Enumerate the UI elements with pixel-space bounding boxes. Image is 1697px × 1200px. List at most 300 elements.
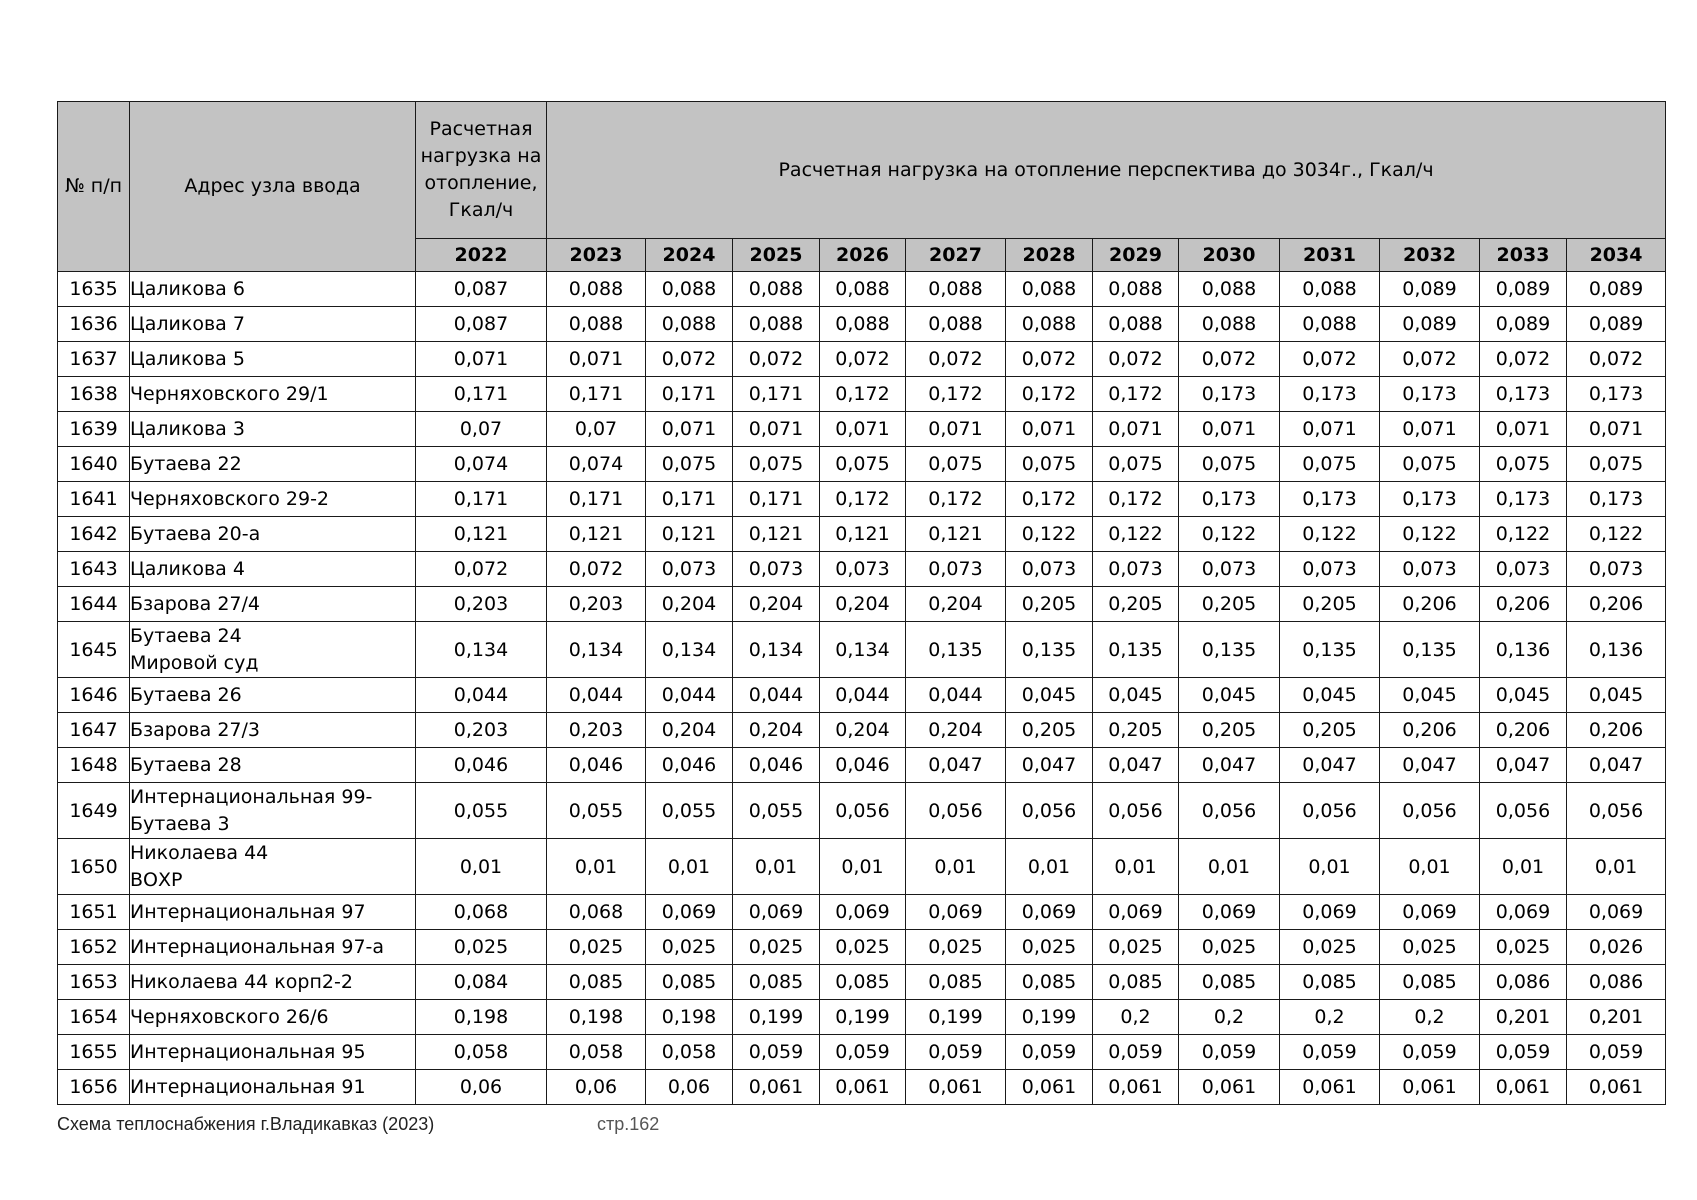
- year-header: 2023: [547, 239, 646, 272]
- load-value-cell: 0,173: [1567, 377, 1666, 412]
- heat-load-table: [57, 101, 1666, 1105]
- address-line: Бутаева 28: [130, 753, 242, 776]
- load-value-cell: 0,061: [1480, 1070, 1567, 1105]
- load-value-cell: 0,089: [1480, 272, 1567, 307]
- address-cell: [130, 272, 416, 307]
- load-value-cell: 0,025: [1380, 930, 1480, 965]
- table-row: [58, 272, 1666, 307]
- load-value-cell: 0,2: [1093, 1000, 1179, 1035]
- load-value-cell: 0,056: [1380, 783, 1480, 839]
- table-row: [58, 713, 1666, 748]
- load-value-cell: 0,088: [733, 307, 820, 342]
- row-number: 1647: [58, 713, 130, 748]
- load-value-cell: 0,025: [820, 930, 906, 965]
- load-value-cell: 0,173: [1480, 482, 1567, 517]
- table-row: [58, 1035, 1666, 1070]
- address-cell: [130, 678, 416, 713]
- load-value-cell: 0,069: [646, 895, 733, 930]
- load-value-cell: 0,073: [1006, 552, 1093, 587]
- load-value-cell: 0,088: [906, 272, 1006, 307]
- load-value-cell: 0,072: [646, 342, 733, 377]
- load-value-cell: 0,044: [733, 678, 820, 713]
- load-value-cell: 0,074: [416, 447, 547, 482]
- address-line: Интернациональная 97: [130, 900, 366, 923]
- load-value-cell: 0,173: [1480, 377, 1567, 412]
- load-value-cell: 0,071: [1480, 412, 1567, 447]
- load-value-cell: 0,134: [416, 622, 547, 678]
- load-value-cell: 0,072: [1480, 342, 1567, 377]
- load-value-cell: 0,01: [1093, 839, 1179, 895]
- load-value-cell: 0,074: [547, 447, 646, 482]
- load-value-cell: 0,088: [547, 307, 646, 342]
- load-value-cell: 0,073: [1480, 552, 1567, 587]
- address-line: Николаева 44 корп2-2: [130, 970, 353, 993]
- load-value-cell: 0,047: [1380, 748, 1480, 783]
- address-cell: [130, 552, 416, 587]
- address-cell: [130, 412, 416, 447]
- load-value-cell: 0,122: [1480, 517, 1567, 552]
- load-value-cell: 0,085: [646, 965, 733, 1000]
- load-value-cell: 0,089: [1380, 272, 1480, 307]
- address-cell: [130, 965, 416, 1000]
- load-value-cell: 0,089: [1480, 307, 1567, 342]
- load-value-cell: 0,075: [1280, 447, 1380, 482]
- row-number: 1641: [58, 482, 130, 517]
- table-row: [58, 1000, 1666, 1035]
- load-value-cell: 0,069: [1380, 895, 1480, 930]
- load-value-cell: 0,075: [1006, 447, 1093, 482]
- address-line: Бутаева 3: [130, 812, 230, 835]
- address-line: Интернациональная 97-а: [130, 935, 385, 958]
- load-value-cell: 0,085: [1380, 965, 1480, 1000]
- load-value-cell: 0,172: [906, 377, 1006, 412]
- load-value-cell: 0,085: [1093, 965, 1179, 1000]
- load-value-cell: 0,075: [1093, 447, 1179, 482]
- load-value-cell: 0,072: [1280, 342, 1380, 377]
- load-value-cell: 0,01: [646, 839, 733, 895]
- load-value-cell: 0,069: [906, 895, 1006, 930]
- load-value-cell: 0,045: [1006, 678, 1093, 713]
- table-row: [58, 678, 1666, 713]
- load-value-cell: 0,204: [906, 587, 1006, 622]
- load-value-cell: 0,059: [1093, 1035, 1179, 1070]
- load-value-cell: 0,073: [1380, 552, 1480, 587]
- load-value-cell: 0,056: [1280, 783, 1380, 839]
- load-value-cell: 0,172: [906, 482, 1006, 517]
- load-value-cell: 0,088: [1006, 307, 1093, 342]
- load-value-cell: 0,088: [646, 272, 733, 307]
- address-cell: [130, 447, 416, 482]
- load-value-cell: 0,121: [820, 517, 906, 552]
- address-line: Интернациональная 99-: [130, 785, 373, 808]
- load-value-cell: 0,06: [547, 1070, 646, 1105]
- address-line: Бутаева 22: [130, 452, 242, 475]
- load-value-cell: 0,204: [906, 713, 1006, 748]
- load-value-cell: 0,205: [1280, 713, 1380, 748]
- load-value-cell: 0,059: [1006, 1035, 1093, 1070]
- year-header: 2029: [1093, 239, 1179, 272]
- load-value-cell: 0,204: [733, 587, 820, 622]
- table-row: [58, 895, 1666, 930]
- load-value-cell: 0,025: [416, 930, 547, 965]
- address-cell: [130, 783, 416, 839]
- load-value-cell: 0,046: [646, 748, 733, 783]
- table-row: [58, 748, 1666, 783]
- load-value-cell: 0,201: [1480, 1000, 1567, 1035]
- row-number: 1650: [58, 839, 130, 895]
- row-number: 1654: [58, 1000, 130, 1035]
- address-cell: [130, 895, 416, 930]
- load-value-cell: 0,085: [733, 965, 820, 1000]
- load-value-cell: 0,01: [820, 839, 906, 895]
- load-value-cell: 0,056: [906, 783, 1006, 839]
- table-row: [58, 412, 1666, 447]
- load-value-cell: 0,085: [547, 965, 646, 1000]
- load-value-cell: 0,088: [1179, 307, 1280, 342]
- row-number: 1651: [58, 895, 130, 930]
- load-value-cell: 0,072: [1179, 342, 1280, 377]
- table-body: [58, 272, 1666, 1105]
- load-value-cell: 0,121: [547, 517, 646, 552]
- load-value-cell: 0,073: [906, 552, 1006, 587]
- address-cell: [130, 517, 416, 552]
- load-value-cell: 0,071: [820, 412, 906, 447]
- load-value-cell: 0,06: [416, 1070, 547, 1105]
- load-value-cell: 0,071: [733, 412, 820, 447]
- load-value-cell: 0,061: [906, 1070, 1006, 1105]
- load-value-cell: 0,071: [1179, 412, 1280, 447]
- load-value-cell: 0,01: [1006, 839, 1093, 895]
- load-value-cell: 0,088: [1280, 307, 1380, 342]
- load-value-cell: 0,203: [416, 587, 547, 622]
- load-value-cell: 0,088: [906, 307, 1006, 342]
- row-number: 1655: [58, 1035, 130, 1070]
- load-value-cell: 0,047: [1006, 748, 1093, 783]
- load-value-cell: 0,072: [1380, 342, 1480, 377]
- load-value-cell: 0,134: [547, 622, 646, 678]
- load-value-cell: 0,01: [1380, 839, 1480, 895]
- load-value-cell: 0,059: [733, 1035, 820, 1070]
- load-value-cell: 0,045: [1480, 678, 1567, 713]
- load-value-cell: 0,061: [820, 1070, 906, 1105]
- row-number: 1656: [58, 1070, 130, 1105]
- load-value-cell: 0,072: [547, 552, 646, 587]
- load-value-cell: 0,075: [1380, 447, 1480, 482]
- load-value-cell: 0,061: [1179, 1070, 1280, 1105]
- load-value-cell: 0,075: [1179, 447, 1280, 482]
- load-value-cell: 0,058: [416, 1035, 547, 1070]
- load-value-cell: 0,199: [733, 1000, 820, 1035]
- load-value-cell: 0,045: [1380, 678, 1480, 713]
- load-value-cell: 0,025: [1480, 930, 1567, 965]
- load-value-cell: 0,044: [416, 678, 547, 713]
- load-value-cell: 0,069: [1567, 895, 1666, 930]
- load-value-cell: 0,172: [1006, 482, 1093, 517]
- address-line: Бзарова 27/3: [130, 718, 261, 741]
- load-value-cell: 0,061: [1093, 1070, 1179, 1105]
- load-value-cell: 0,199: [906, 1000, 1006, 1035]
- load-value-cell: 0,056: [1567, 783, 1666, 839]
- load-value-cell: 0,056: [1006, 783, 1093, 839]
- load-value-cell: 0,061: [1280, 1070, 1380, 1105]
- address-cell: [130, 342, 416, 377]
- load-value-cell: 0,204: [733, 713, 820, 748]
- load-value-cell: 0,046: [733, 748, 820, 783]
- load-value-cell: 0,085: [820, 965, 906, 1000]
- load-value-cell: 0,171: [416, 377, 547, 412]
- load-value-cell: 0,088: [1280, 272, 1380, 307]
- load-value-cell: 0,025: [1093, 930, 1179, 965]
- load-value-cell: 0,061: [1567, 1070, 1666, 1105]
- load-value-cell: 0,025: [547, 930, 646, 965]
- load-value-cell: 0,205: [1179, 713, 1280, 748]
- load-value-cell: 0,089: [1567, 272, 1666, 307]
- load-value-cell: 0,047: [1179, 748, 1280, 783]
- year-header: 2025: [733, 239, 820, 272]
- load-value-cell: 0,044: [646, 678, 733, 713]
- load-value-cell: 0,071: [1280, 412, 1380, 447]
- load-value-cell: 0,172: [1006, 377, 1093, 412]
- row-number: 1638: [58, 377, 130, 412]
- load-value-cell: 0,122: [1093, 517, 1179, 552]
- table-row: [58, 965, 1666, 1000]
- load-value-cell: 0,172: [1093, 377, 1179, 412]
- load-value-cell: 0,059: [1179, 1035, 1280, 1070]
- load-value-cell: 0,01: [1567, 839, 1666, 895]
- row-number: 1636: [58, 307, 130, 342]
- load-value-cell: 0,01: [547, 839, 646, 895]
- load-value-cell: 0,203: [547, 587, 646, 622]
- load-value-cell: 0,072: [1093, 342, 1179, 377]
- load-value-cell: 0,173: [1380, 377, 1480, 412]
- footer-page-number: стр.162: [597, 1114, 660, 1134]
- load-value-cell: 0,173: [1280, 377, 1380, 412]
- load-value-cell: 0,088: [733, 272, 820, 307]
- load-value-cell: 0,206: [1567, 587, 1666, 622]
- load-value-cell: 0,205: [1093, 587, 1179, 622]
- load-value-cell: 0,085: [1179, 965, 1280, 1000]
- load-value-cell: 0,071: [1380, 412, 1480, 447]
- year-header: 2024: [646, 239, 733, 272]
- load-value-cell: 0,056: [1179, 783, 1280, 839]
- load-value-cell: 0,073: [646, 552, 733, 587]
- address-cell: [130, 1000, 416, 1035]
- load-value-cell: 0,204: [646, 713, 733, 748]
- load-value-cell: 0,055: [733, 783, 820, 839]
- load-value-cell: 0,047: [1093, 748, 1179, 783]
- header-num: № п/п: [58, 102, 130, 272]
- load-value-cell: 0,171: [646, 377, 733, 412]
- load-value-cell: 0,061: [733, 1070, 820, 1105]
- table-row: [58, 783, 1666, 839]
- load-value-cell: 0,055: [646, 783, 733, 839]
- load-value-cell: 0,173: [1567, 482, 1666, 517]
- row-number: 1635: [58, 272, 130, 307]
- year-header: 2026: [820, 239, 906, 272]
- load-value-cell: 0,089: [1567, 307, 1666, 342]
- load-value-cell: 0,122: [1006, 517, 1093, 552]
- load-value-cell: 0,073: [1280, 552, 1380, 587]
- load-value-cell: 0,206: [1567, 713, 1666, 748]
- load-value-cell: 0,01: [733, 839, 820, 895]
- address-cell: [130, 748, 416, 783]
- load-value-cell: 0,134: [733, 622, 820, 678]
- load-value-cell: 0,206: [1480, 713, 1567, 748]
- load-value-cell: 0,122: [1280, 517, 1380, 552]
- load-value-cell: 0,171: [416, 482, 547, 517]
- address-line: Цаликова 4: [130, 557, 245, 580]
- load-value-cell: 0,171: [547, 482, 646, 517]
- load-value-cell: 0,088: [1179, 272, 1280, 307]
- load-value-cell: 0,088: [1093, 307, 1179, 342]
- load-value-cell: 0,044: [820, 678, 906, 713]
- load-value-cell: 0,061: [1006, 1070, 1093, 1105]
- row-number: 1643: [58, 552, 130, 587]
- row-number: 1645: [58, 622, 130, 678]
- load-value-cell: 0,206: [1380, 587, 1480, 622]
- load-value-cell: 0,069: [1280, 895, 1380, 930]
- load-value-cell: 0,056: [820, 783, 906, 839]
- row-number: 1639: [58, 412, 130, 447]
- year-header: 2028: [1006, 239, 1093, 272]
- load-value-cell: 0,204: [646, 587, 733, 622]
- load-value-cell: 0,069: [820, 895, 906, 930]
- load-value-cell: 0,069: [1006, 895, 1093, 930]
- address-line: Бутаева 26: [130, 683, 242, 706]
- load-value-cell: 0,135: [1093, 622, 1179, 678]
- load-value-cell: 0,072: [1567, 342, 1666, 377]
- load-value-cell: 0,173: [1179, 377, 1280, 412]
- address-line: Бутаева 20-а: [130, 522, 261, 545]
- load-value-cell: 0,059: [1280, 1035, 1380, 1070]
- load-value-cell: 0,136: [1480, 622, 1567, 678]
- address-line: Бзарова 27/4: [130, 592, 261, 615]
- load-value-cell: 0,2: [1179, 1000, 1280, 1035]
- load-value-cell: 0,075: [646, 447, 733, 482]
- load-value-cell: 0,173: [1280, 482, 1380, 517]
- load-value-cell: 0,198: [547, 1000, 646, 1035]
- load-value-cell: 0,056: [1093, 783, 1179, 839]
- year-header: 2033: [1480, 239, 1567, 272]
- address-line: ВОХР: [130, 868, 183, 891]
- load-value-cell: 0,071: [1567, 412, 1666, 447]
- load-value-cell: 0,069: [733, 895, 820, 930]
- load-value-cell: 0,073: [1567, 552, 1666, 587]
- year-header: 2034: [1567, 239, 1666, 272]
- load-value-cell: 0,07: [416, 412, 547, 447]
- load-value-cell: 0,172: [1093, 482, 1179, 517]
- load-value-cell: 0,045: [1280, 678, 1380, 713]
- load-value-cell: 0,01: [1179, 839, 1280, 895]
- address-line: Цаликова 5: [130, 347, 245, 370]
- address-line: Цаликова 3: [130, 417, 245, 440]
- load-value-cell: 0,058: [646, 1035, 733, 1070]
- load-value-cell: 0,087: [416, 272, 547, 307]
- table-row: [58, 622, 1666, 678]
- table-row: [58, 377, 1666, 412]
- load-value-cell: 0,059: [1480, 1035, 1567, 1070]
- address-cell: [130, 482, 416, 517]
- load-value-cell: 0,075: [820, 447, 906, 482]
- load-value-cell: 0,07: [547, 412, 646, 447]
- load-value-cell: 0,071: [646, 412, 733, 447]
- load-value-cell: 0,086: [1480, 965, 1567, 1000]
- load-value-cell: 0,025: [1006, 930, 1093, 965]
- address-line: Интернациональная 91: [130, 1075, 366, 1098]
- load-value-cell: 0,073: [733, 552, 820, 587]
- load-value-cell: 0,088: [547, 272, 646, 307]
- load-value-cell: 0,135: [1380, 622, 1480, 678]
- load-value-cell: 0,075: [1567, 447, 1666, 482]
- row-number: 1648: [58, 748, 130, 783]
- header-address: Адрес узла ввода: [130, 102, 416, 272]
- load-value-cell: 0,135: [906, 622, 1006, 678]
- load-value-cell: 0,072: [1006, 342, 1093, 377]
- address-cell: [130, 307, 416, 342]
- load-value-cell: 0,069: [1093, 895, 1179, 930]
- address-line: Цаликова 7: [130, 312, 245, 335]
- header-base-load: Расчетная нагрузка на отопление, Гкал/ч: [416, 102, 547, 239]
- load-value-cell: 0,055: [416, 783, 547, 839]
- table-row: [58, 839, 1666, 895]
- load-value-cell: 0,173: [1179, 482, 1280, 517]
- load-value-cell: 0,121: [733, 517, 820, 552]
- load-value-cell: 0,068: [547, 895, 646, 930]
- address-line: Мировой суд: [130, 651, 259, 674]
- load-value-cell: 0,206: [1380, 713, 1480, 748]
- load-value-cell: 0,069: [1179, 895, 1280, 930]
- table-row: [58, 517, 1666, 552]
- load-value-cell: 0,135: [1280, 622, 1380, 678]
- load-value-cell: 0,203: [416, 713, 547, 748]
- load-value-cell: 0,047: [906, 748, 1006, 783]
- load-value-cell: 0,2: [1380, 1000, 1480, 1035]
- address-line: Черняховского 29/1: [130, 382, 329, 405]
- load-value-cell: 0,047: [1280, 748, 1380, 783]
- load-value-cell: 0,121: [906, 517, 1006, 552]
- load-value-cell: 0,072: [733, 342, 820, 377]
- load-value-cell: 0,171: [646, 482, 733, 517]
- load-value-cell: 0,135: [1179, 622, 1280, 678]
- row-number: 1653: [58, 965, 130, 1000]
- load-value-cell: 0,025: [906, 930, 1006, 965]
- footer-document-title: Схема теплоснабжения г.Владикавказ (2023): [57, 1114, 435, 1134]
- load-value-cell: 0,121: [646, 517, 733, 552]
- load-value-cell: 0,205: [1280, 587, 1380, 622]
- load-value-cell: 0,199: [820, 1000, 906, 1035]
- load-value-cell: 0,171: [733, 377, 820, 412]
- row-number: 1649: [58, 783, 130, 839]
- load-value-cell: 0,085: [1280, 965, 1380, 1000]
- load-value-cell: 0,134: [820, 622, 906, 678]
- load-value-cell: 0,198: [646, 1000, 733, 1035]
- address-line: Черняховского 29-2: [130, 487, 330, 510]
- load-value-cell: 0,204: [820, 587, 906, 622]
- load-value-cell: 0,122: [1380, 517, 1480, 552]
- header-perspective-load: Расчетная нагрузка на отопление перспектива до 3034г., Гкал/ч: [547, 102, 1666, 239]
- year-header: 2032: [1380, 239, 1480, 272]
- load-value-cell: 0,025: [733, 930, 820, 965]
- address-cell: [130, 930, 416, 965]
- load-value-cell: 0,073: [1093, 552, 1179, 587]
- load-value-cell: 0,046: [416, 748, 547, 783]
- load-value-cell: 0,071: [547, 342, 646, 377]
- year-header: 2027: [906, 239, 1006, 272]
- load-value-cell: 0,087: [416, 307, 547, 342]
- address-line: Бутаева 24: [130, 624, 242, 647]
- load-value-cell: 0,01: [1480, 839, 1567, 895]
- load-value-cell: 0,06: [646, 1070, 733, 1105]
